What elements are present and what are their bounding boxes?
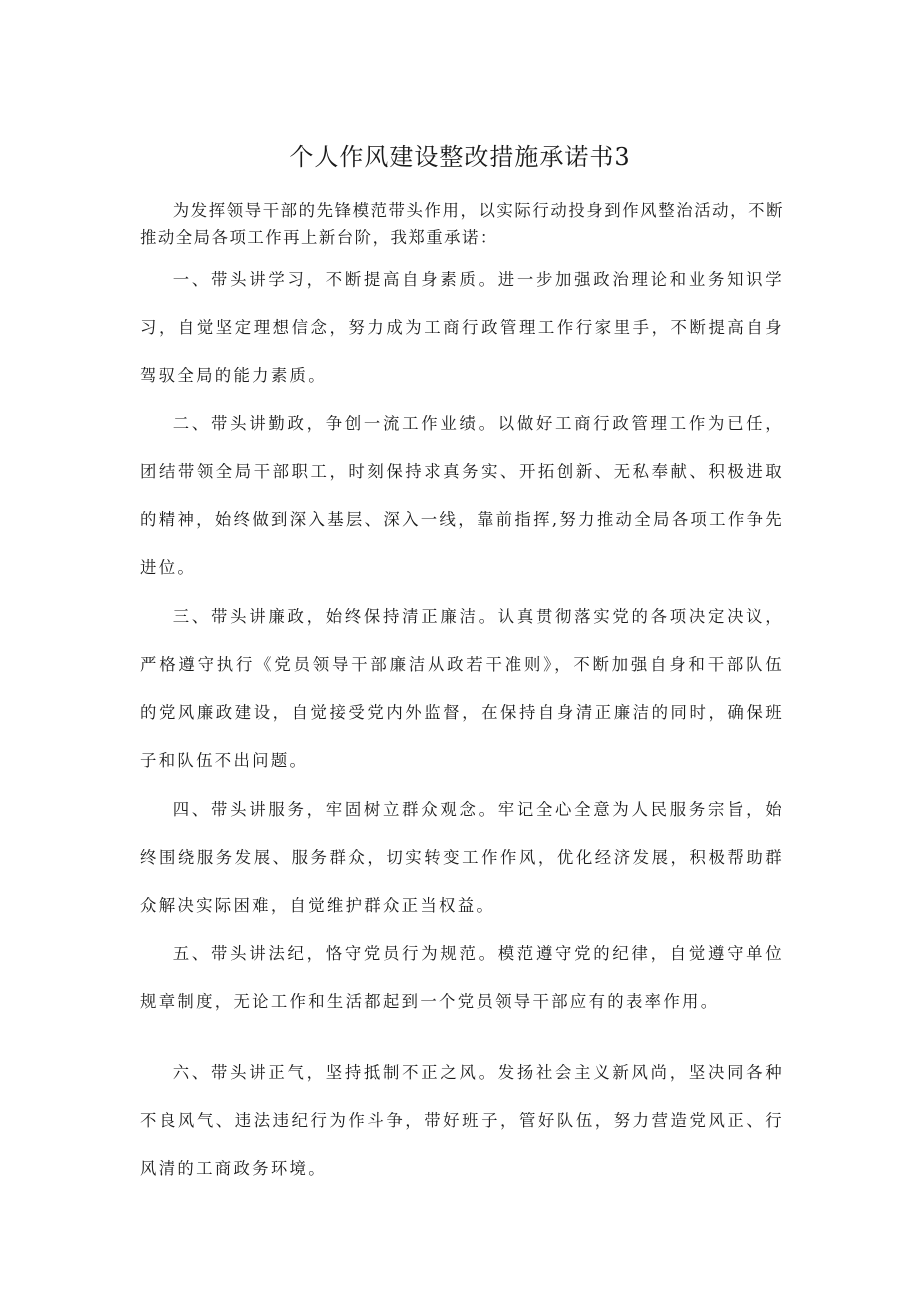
commitment-paragraph-2: 二、带头讲勤政，争创一流工作业绩。以做好工商行政管理工作为已任，团结带领全局干部职工，时刻保持求真务实、开拓创新、无私奉献、积极进取的精神，始终做到深入基层、深入一线，靠前指挥,努力推动全局各项工作争先进位。 [140, 414, 784, 577]
commitment-paragraph-5: 五、带头讲法纪，恪守党员行为规范。模范遵守党的纪律，自觉遵守单位规章制度，无论工作和生活都起到一个党员领导干部应有的表率作用。 [140, 944, 784, 1011]
commitment-paragraph-6: 六、带头讲正气，坚持抵制不正之风。发扬社会主义新风尚，坚决同各种不良风气、违法违纪行为作斗争，带好班子，管好队伍，努力营造党风正、行风清的工商政务环境。 [140, 1063, 784, 1178]
intro-paragraph: 为发挥领导干部的先锋模范带头作用，以实际行动投身到作风整治活动，不断推动全局各项工作再上新台阶，我郑重承诺： [140, 201, 784, 247]
commitment-paragraph-4: 四、带头讲服务，牢固树立群众观念。牢记全心全意为人民服务宗旨，始终围绕服务发展、服务群众，切实转变工作作风，优化经济发展，积极帮助群众解决实际困难，自觉维护群众正当权益。 [140, 800, 784, 915]
commitment-paragraph-3: 三、带头讲廉政，始终保持清正廉洁。认真贯彻落实党的各项决定决议，严格遵守执行《党员领导干部廉洁从政若干准则》，不断加强自身和干部队伍的党风廉政建设，自觉接受党内外监督，在保持自身清正廉洁的同时，确保班子和队伍不出问题。 [140, 607, 784, 770]
commitment-paragraph-1: 一、带头讲学习，不断提高自身素质。进一步加强政治理论和业务知识学习，自觉坚定理想信念，努力成为工商行政管理工作行家里手，不断提高自身驾驭全局的能力素质。 [140, 270, 784, 385]
document-title: 个人作风建设整改措施承诺书3 [289, 143, 631, 171]
